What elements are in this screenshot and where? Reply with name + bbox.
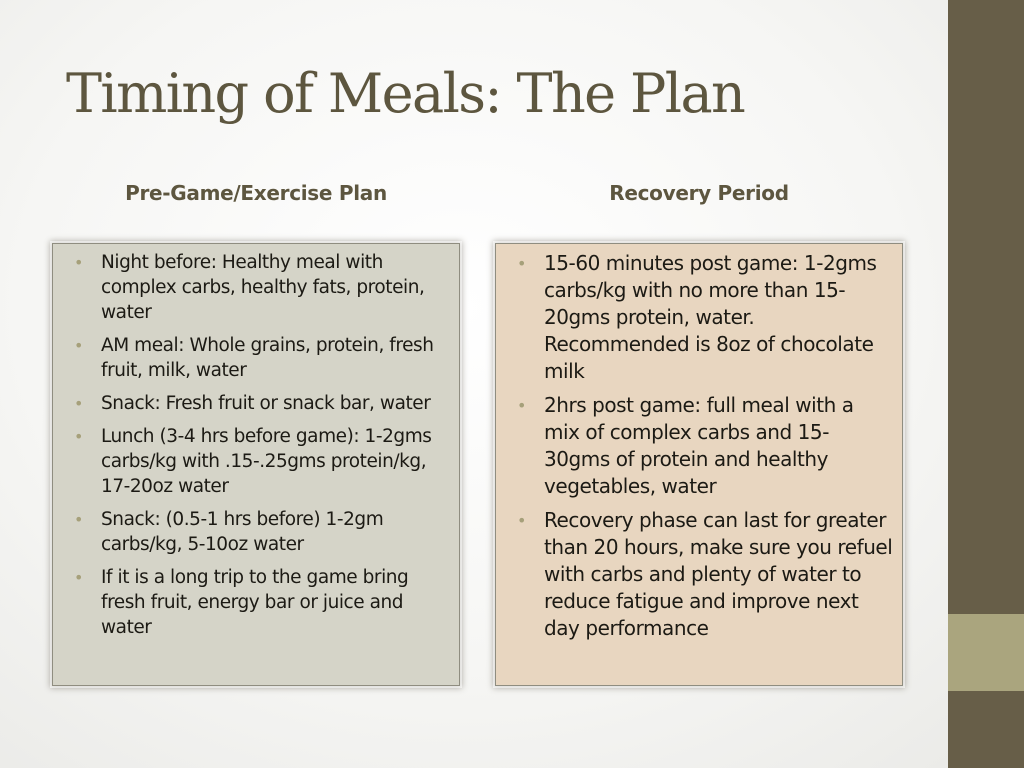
list-item-text: If it is a long trip to the game bring fresh fruit, energy bar or juice and water — [101, 567, 409, 638]
list-item — [74, 250, 449, 325]
bullet-icon: • — [74, 336, 83, 355]
side-decoration-accent — [948, 614, 1024, 691]
list-item — [74, 507, 449, 557]
pre-game-heading: Pre-Game/Exercise Plan — [125, 181, 387, 205]
side-decoration-band — [948, 0, 1024, 768]
recovery-heading: Recovery Period — [609, 181, 789, 205]
list-item-text: AM meal: Whole grains, protein, fresh fruit, milk, water — [101, 335, 434, 381]
list-item — [517, 250, 894, 385]
pre-game-box — [52, 243, 460, 686]
list-item — [517, 392, 894, 500]
list-item — [74, 391, 449, 416]
list-item — [517, 507, 894, 642]
list-item — [74, 424, 449, 499]
recovery-box — [495, 243, 903, 686]
bullet-icon: • — [74, 568, 83, 587]
list-item-text: 2hrs post game: full meal with a mix of complex carbs and 15-30gms of protein and healthy vegetables, water — [544, 393, 854, 498]
list-item-text: Recovery phase can last for greater than 20 hours, make sure you refuel with carbs and plenty of water to reduce fatigue and improve next day performance — [544, 508, 893, 640]
bullet-icon: • — [517, 254, 526, 273]
list-item-text: 15-60 minutes post game: 1-2gms carbs/kg with no more than 15-20gms protein, water. Recommended is 8oz of chocolate milk — [544, 251, 877, 383]
pre-game-list — [53, 244, 459, 640]
list-item-text: Night before: Healthy meal with complex carbs, healthy fats, protein, water — [101, 252, 425, 323]
bullet-icon: • — [74, 253, 83, 272]
list-item — [74, 565, 449, 640]
bullet-icon: • — [74, 510, 83, 529]
recovery-list — [496, 244, 902, 642]
bullet-icon: • — [517, 396, 526, 415]
bullet-icon: • — [74, 394, 83, 413]
list-item-text: Snack: Fresh fruit or snack bar, water — [101, 393, 431, 414]
list-item — [74, 333, 449, 383]
list-item-text: Snack: (0.5-1 hrs before) 1-2gm carbs/kg, 5-10oz water — [101, 509, 384, 555]
list-item-text: Lunch (3-4 hrs before game): 1-2gms carbs/kg with .15-.25gms protein/kg, 17-20oz water — [101, 426, 432, 497]
slide-title: Timing of Meals: The Plan — [66, 62, 745, 125]
bullet-icon: • — [517, 511, 526, 530]
bullet-icon: • — [74, 427, 83, 446]
